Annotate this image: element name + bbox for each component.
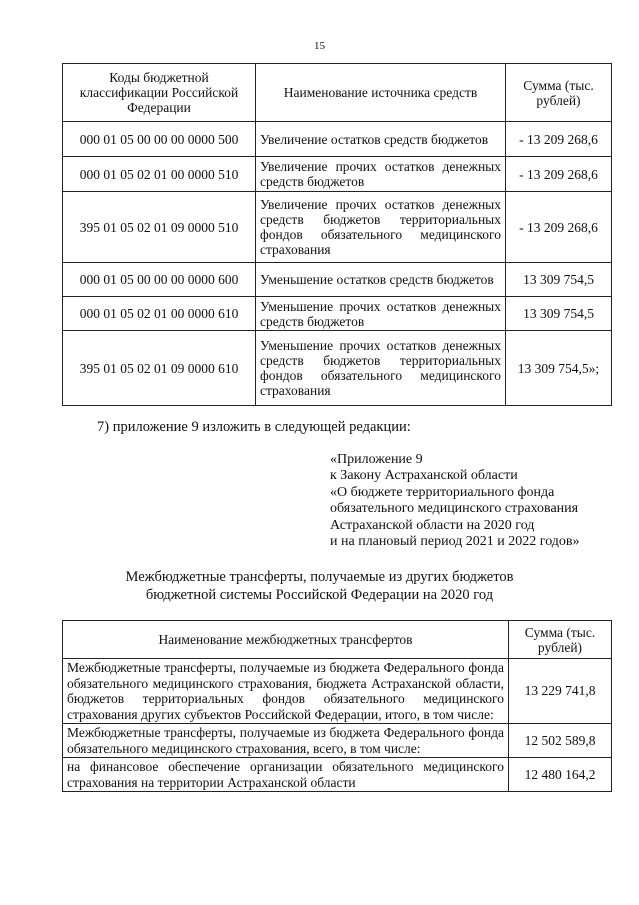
header-sum: Сумма (тыс. рублей)	[509, 621, 612, 659]
budget-sources-table	[62, 63, 612, 406]
sum-value: 13 309 754,5	[506, 263, 612, 297]
appendix-line: к Закону Астраханской области	[330, 468, 518, 484]
transfer-name: на финансовое обеспечение организации обязательного медицинского страхования на территории Астраханской области	[63, 758, 509, 792]
appendix-line: «О бюджете территориального фонда	[330, 484, 555, 500]
transfers-table	[62, 620, 612, 792]
table-row	[63, 122, 612, 157]
page-number: 15	[314, 40, 325, 52]
transfer-name: Межбюджетные трансферты, получаемые из бюджета Федерального фонда обязательного медицинского страхования, всего, в том числе:	[63, 724, 509, 758]
transfers-title	[0, 568, 639, 604]
table-row	[63, 192, 612, 263]
appendix-line: Астраханской области на 2020 год	[330, 517, 535, 533]
table-row	[63, 724, 612, 758]
budget-code: 395 01 05 02 01 09 0000 510	[63, 192, 256, 263]
sum-value: 12 502 589,8	[509, 724, 612, 758]
budget-code: 000 01 05 02 01 00 0000 510	[63, 157, 256, 192]
budget-code: 000 01 05 00 00 00 0000 500	[63, 122, 256, 157]
sum-value: - 13 209 268,6	[506, 157, 612, 192]
table-header-row	[63, 621, 612, 659]
source-name: Увеличение прочих остатков денежных средств бюджетов территориальных фондов обязательного медицинского страхования	[256, 192, 506, 263]
table-row	[63, 157, 612, 192]
sum-value: 13 309 754,5	[506, 297, 612, 331]
sum-value: 13 229 741,8	[509, 659, 612, 724]
budget-code: 000 01 05 00 00 00 0000 600	[63, 263, 256, 297]
sum-value: 13 309 754,5»;	[506, 331, 612, 406]
appendix-line: и на плановый период 2021 и 2022 годов»	[330, 534, 580, 550]
table-header-row	[63, 64, 612, 122]
appendix-line: обязательного медицинского страхования	[330, 501, 579, 517]
title-line: Межбюджетные трансферты, получаемые из других бюджетов	[125, 569, 514, 585]
table-row	[63, 659, 612, 724]
table-row	[63, 263, 612, 297]
table-row	[63, 297, 612, 331]
appendix-line: «Приложение 9	[330, 452, 423, 467]
budget-code: 000 01 05 02 01 00 0000 610	[63, 297, 256, 331]
header-sum: Сумма (тыс. рублей)	[506, 64, 612, 122]
source-name: Уменьшение остатков средств бюджетов	[256, 263, 506, 297]
budget-code: 395 01 05 02 01 09 0000 610	[63, 331, 256, 406]
header-transfer-name: Наименование межбюджетных трансфертов	[63, 621, 509, 659]
title-line: бюджетной системы Российской Федерации на 2020 год	[145, 587, 494, 603]
transfer-name: Межбюджетные трансферты, получаемые из бюджета Федерального фонда обязательного медицинского страхования, бюджета Астраханской области, бюджетов территориальных фондов обязательного медицинского страхования других субъектов Российской Федерации, итого, в том числе:	[63, 659, 509, 724]
header-code: Коды бюджетной классификации Российской Федерации	[63, 64, 256, 122]
table-row	[63, 758, 612, 792]
appendix-heading	[330, 452, 580, 550]
table-row	[63, 331, 612, 406]
sum-value: 12 480 164,2	[509, 758, 612, 792]
sum-value: - 13 209 268,6	[506, 192, 612, 263]
source-name: Уменьшение прочих остатков денежных средств бюджетов территориальных фондов обязательного медицинского страхования	[256, 331, 506, 406]
source-name: Увеличение остатков средств бюджетов	[256, 122, 506, 157]
source-name: Уменьшение прочих остатков денежных средств бюджетов	[256, 297, 506, 331]
header-source-name: Наименование источника средств	[256, 64, 506, 122]
sum-value: - 13 209 268,6	[506, 122, 612, 157]
paragraph-7: 7) приложение 9 изложить в следующей редакции:	[97, 419, 411, 435]
source-name: Увеличение прочих остатков денежных средств бюджетов	[256, 157, 506, 192]
